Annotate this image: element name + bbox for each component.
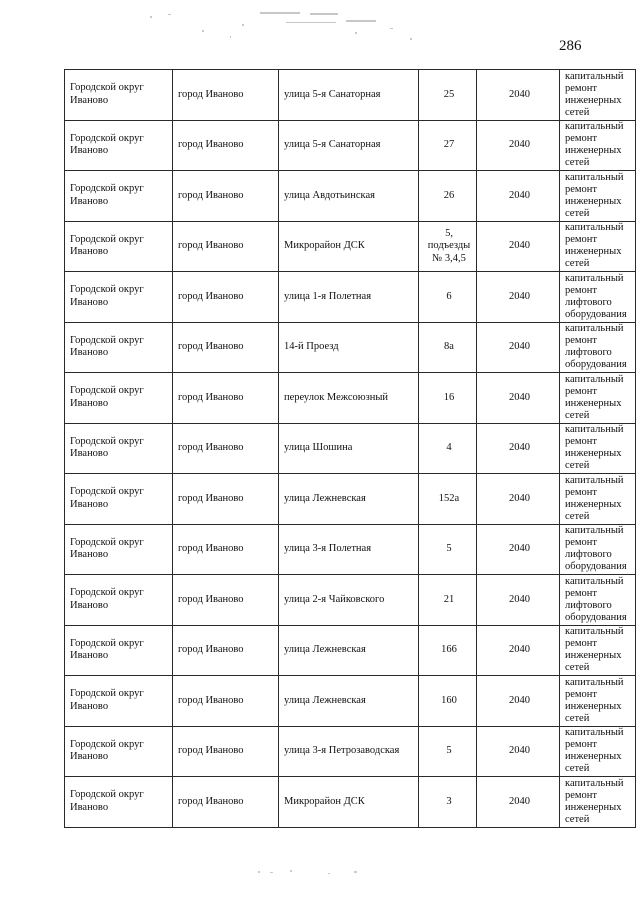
street-cell: улица Шошина — [279, 423, 419, 474]
year-cell: 2040 — [477, 322, 560, 373]
year-cell: 2040 — [477, 524, 560, 575]
house-number-cell: 4 — [419, 423, 477, 474]
table-row — [65, 777, 636, 828]
work-type-cell: капитальный ремонт инженерных сетей — [560, 221, 636, 272]
table-row — [65, 575, 636, 626]
city-cell: город Иваново — [173, 423, 279, 474]
house-number-cell: 16 — [419, 373, 477, 424]
district-cell: Городской округ Иваново — [65, 575, 173, 626]
street-cell: 14-й Проезд — [279, 322, 419, 373]
district-cell: Городской округ Иваново — [65, 777, 173, 828]
city-cell: город Иваново — [173, 171, 279, 222]
year-cell: 2040 — [477, 272, 560, 323]
table-body — [65, 70, 636, 828]
city-cell: город Иваново — [173, 575, 279, 626]
work-type-cell: капитальный ремонт инженерных сетей — [560, 120, 636, 171]
house-number-cell: 6 — [419, 272, 477, 323]
work-type-cell: капитальный ремонт инженерных сетей — [560, 423, 636, 474]
work-type-cell: капитальный ремонт лифтового оборудования — [560, 322, 636, 373]
work-type-cell: капитальный ремонт инженерных сетей — [560, 70, 636, 121]
table-row — [65, 171, 636, 222]
district-cell: Городской округ Иваново — [65, 625, 173, 676]
city-cell: город Иваново — [173, 676, 279, 727]
table-row — [65, 322, 636, 373]
house-number-cell: 5, подъезды № 3,4,5 — [419, 221, 477, 272]
district-cell: Городской округ Иваново — [65, 171, 173, 222]
table-row — [65, 70, 636, 121]
house-number-cell: 166 — [419, 625, 477, 676]
city-cell: город Иваново — [173, 726, 279, 777]
house-number-cell: 25 — [419, 70, 477, 121]
street-cell: улица Лежневская — [279, 676, 419, 727]
year-cell: 2040 — [477, 171, 560, 222]
scan-artifact-top — [110, 10, 450, 50]
house-number-cell: 152а — [419, 474, 477, 525]
year-cell: 2040 — [477, 777, 560, 828]
work-type-cell: капитальный ремонт инженерных сетей — [560, 625, 636, 676]
year-cell: 2040 — [477, 120, 560, 171]
work-type-cell: капитальный ремонт инженерных сетей — [560, 373, 636, 424]
street-cell: переулок Межсоюзный — [279, 373, 419, 424]
addresses-table — [64, 69, 636, 828]
year-cell: 2040 — [477, 474, 560, 525]
house-number-cell: 26 — [419, 171, 477, 222]
year-cell: 2040 — [477, 575, 560, 626]
table-row — [65, 474, 636, 525]
street-cell: улица 5-я Санаторная — [279, 70, 419, 121]
year-cell: 2040 — [477, 423, 560, 474]
street-cell: Микрорайон ДСК — [279, 221, 419, 272]
street-cell: улица Лежневская — [279, 474, 419, 525]
work-type-cell: капитальный ремонт лифтового оборудования — [560, 575, 636, 626]
city-cell: город Иваново — [173, 777, 279, 828]
city-cell: город Иваново — [173, 474, 279, 525]
work-type-cell: капитальный ремонт инженерных сетей — [560, 676, 636, 727]
year-cell: 2040 — [477, 726, 560, 777]
district-cell: Городской округ Иваново — [65, 474, 173, 525]
work-type-cell: капитальный ремонт лифтового оборудования — [560, 272, 636, 323]
district-cell: Городской округ Иваново — [65, 726, 173, 777]
district-cell: Городской округ Иваново — [65, 676, 173, 727]
city-cell: город Иваново — [173, 70, 279, 121]
street-cell: улица Авдотьинская — [279, 171, 419, 222]
year-cell: 2040 — [477, 625, 560, 676]
house-number-cell: 5 — [419, 524, 477, 575]
district-cell: Городской округ Иваново — [65, 423, 173, 474]
city-cell: город Иваново — [173, 272, 279, 323]
street-cell: улица 3-я Полетная — [279, 524, 419, 575]
work-type-cell: капитальный ремонт инженерных сетей — [560, 474, 636, 525]
house-number-cell: 8а — [419, 322, 477, 373]
work-type-cell: капитальный ремонт инженерных сетей — [560, 171, 636, 222]
house-number-cell: 27 — [419, 120, 477, 171]
city-cell: город Иваново — [173, 120, 279, 171]
district-cell: Городской округ Иваново — [65, 120, 173, 171]
year-cell: 2040 — [477, 373, 560, 424]
city-cell: город Иваново — [173, 221, 279, 272]
year-cell: 2040 — [477, 676, 560, 727]
street-cell: улица 1-я Полетная — [279, 272, 419, 323]
table-row — [65, 524, 636, 575]
page-number: 286 — [559, 38, 582, 54]
table-row — [65, 373, 636, 424]
street-cell: Микрорайон ДСК — [279, 777, 419, 828]
district-cell: Городской округ Иваново — [65, 373, 173, 424]
house-number-cell: 160 — [419, 676, 477, 727]
table-row — [65, 221, 636, 272]
year-cell: 2040 — [477, 221, 560, 272]
district-cell: Городской округ Иваново — [65, 272, 173, 323]
work-type-cell: капитальный ремонт лифтового оборудования — [560, 524, 636, 575]
district-cell: Городской округ Иваново — [65, 322, 173, 373]
table-row — [65, 726, 636, 777]
scan-artifact-bottom — [250, 868, 390, 878]
house-number-cell: 3 — [419, 777, 477, 828]
table-row — [65, 120, 636, 171]
district-cell: Городской округ Иваново — [65, 524, 173, 575]
city-cell: город Иваново — [173, 322, 279, 373]
street-cell: улица 3-я Петрозаводская — [279, 726, 419, 777]
house-number-cell: 5 — [419, 726, 477, 777]
table-row — [65, 676, 636, 727]
table-row — [65, 272, 636, 323]
house-number-cell: 21 — [419, 575, 477, 626]
district-cell: Городской округ Иваново — [65, 70, 173, 121]
table-row — [65, 423, 636, 474]
work-type-cell: капитальный ремонт инженерных сетей — [560, 777, 636, 828]
street-cell: улица 2-я Чайковского — [279, 575, 419, 626]
street-cell: улица Лежневская — [279, 625, 419, 676]
district-cell: Городской округ Иваново — [65, 221, 173, 272]
work-type-cell: капитальный ремонт инженерных сетей — [560, 726, 636, 777]
year-cell: 2040 — [477, 70, 560, 121]
city-cell: город Иваново — [173, 373, 279, 424]
table-row — [65, 625, 636, 676]
city-cell: город Иваново — [173, 524, 279, 575]
city-cell: город Иваново — [173, 625, 279, 676]
street-cell: улица 5-я Санаторная — [279, 120, 419, 171]
